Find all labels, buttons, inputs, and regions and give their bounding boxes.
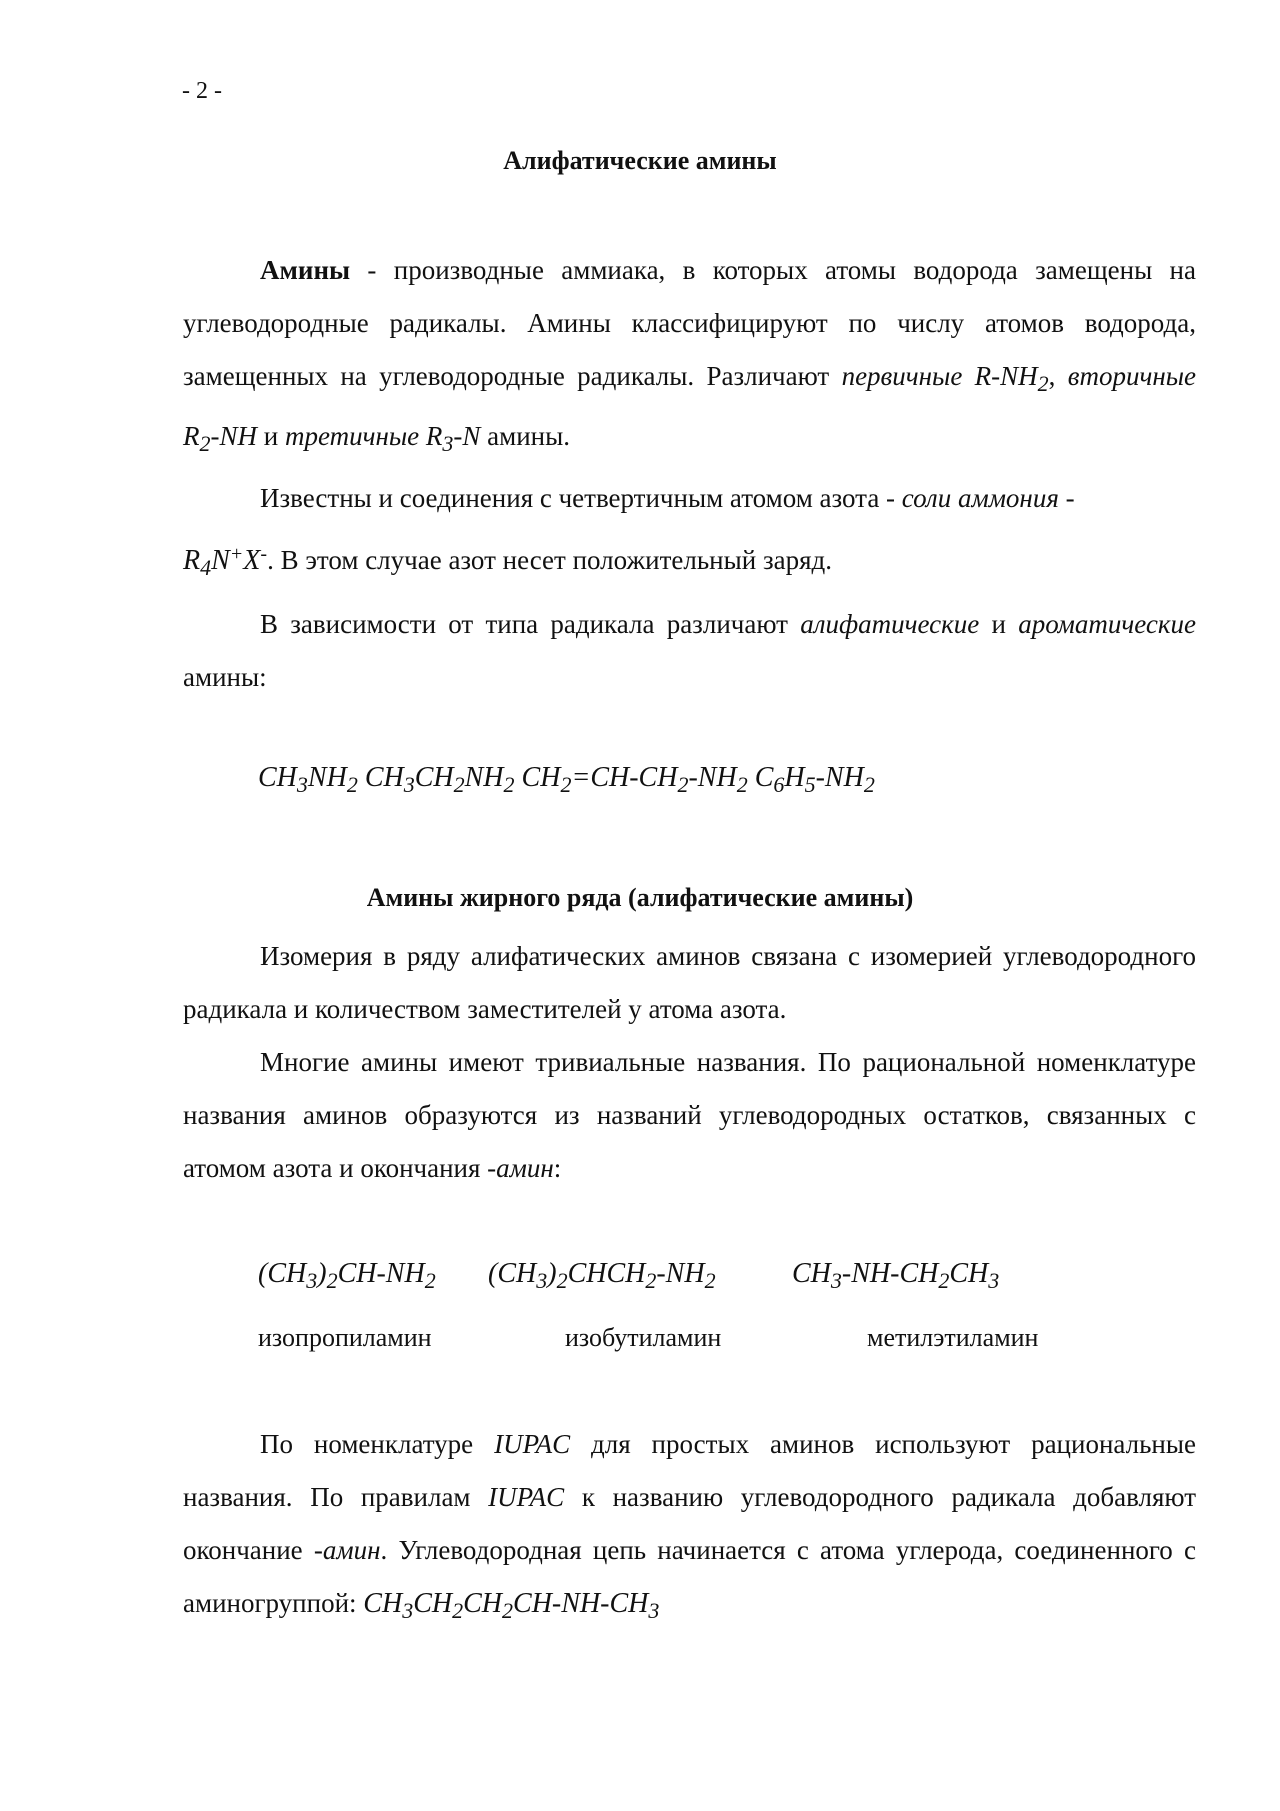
name-methylethylamine: метилэтиламин bbox=[867, 1323, 1039, 1352]
formula-methylamine: $CH_3NH_2$ bbox=[258, 762, 358, 797]
paragraph-ammonium-salts: Известны и соединения с четвертичным атомом азота - соли аммония - $R_4N^+X^-$. В этом случае азот несет положительный заряд. bbox=[183, 483, 1075, 580]
paragraph-rational-nomenclature: Многие амины имеют тривиальные названия. По рациональной номенклатуре названия аминов образуются из названий углеводородных остатков, связанных с атомом азота и окончания -амин: bbox=[183, 1047, 1196, 1183]
paragraph-iupac: По номенклатуре IUPAC для простых аминов используют рациональные названия. По правилам IUPAC к названию углеводородного радикала добавляют окончание -амин. Углеводородная цепь начинается с атома углерода, соединенного с аминогруппой: $CH_3CH_2CH_2CH-NH-CH_3$ bbox=[183, 1429, 1197, 1623]
formula-aniline: $C_6H_5-NH_2$ bbox=[754, 762, 875, 797]
term-amines: Амины bbox=[260, 255, 351, 285]
paragraph-isomerism: Изомерия в ряду алифатических аминов связана с изомерией углеводородного радикала и количеством заместителей у атома азота. bbox=[183, 941, 1196, 1024]
section-subtitle: Амины жирного ряда (алифатические амины) bbox=[366, 883, 914, 912]
formula-methylethylamine: $CH_3-NH-CH_2CH_3$ bbox=[792, 1258, 1000, 1293]
page-number: - 2 - bbox=[182, 78, 222, 104]
paragraph-radical-types: В зависимости от типа радикала различают алифатические и ароматические амины: bbox=[183, 609, 1197, 692]
formula-ethylamine: $CH_3CH_2NH_2$ bbox=[364, 762, 515, 797]
name-isopropylamine: изопропиламин bbox=[258, 1323, 432, 1352]
name-isobutylamine: изобутиламин bbox=[565, 1323, 722, 1352]
page-title: Алифатические амины bbox=[503, 146, 777, 175]
formula-examples-line bbox=[258, 762, 875, 798]
paragraph-amines-definition: Амины - производные аммиака, в которых атомы водорода замещены на углеводородные радикалы. Амины классифицируют по числу атомов водорода, замещенных на углеводородные радикалы. Различают первичные $R-NH_2$, вторичные $R_2-NH$ и третичные $R_3-N$ амины. bbox=[183, 255, 1197, 456]
formula-isobutylamine: $(CH_3)_2CHCH_2-NH_2$ bbox=[488, 1258, 716, 1293]
formula-isopropylamine: $(CH_3)_2CH-NH_2$ bbox=[258, 1258, 436, 1293]
formula-allylamine: $CH_2=CH-CH_2-NH_2$ bbox=[521, 762, 748, 797]
